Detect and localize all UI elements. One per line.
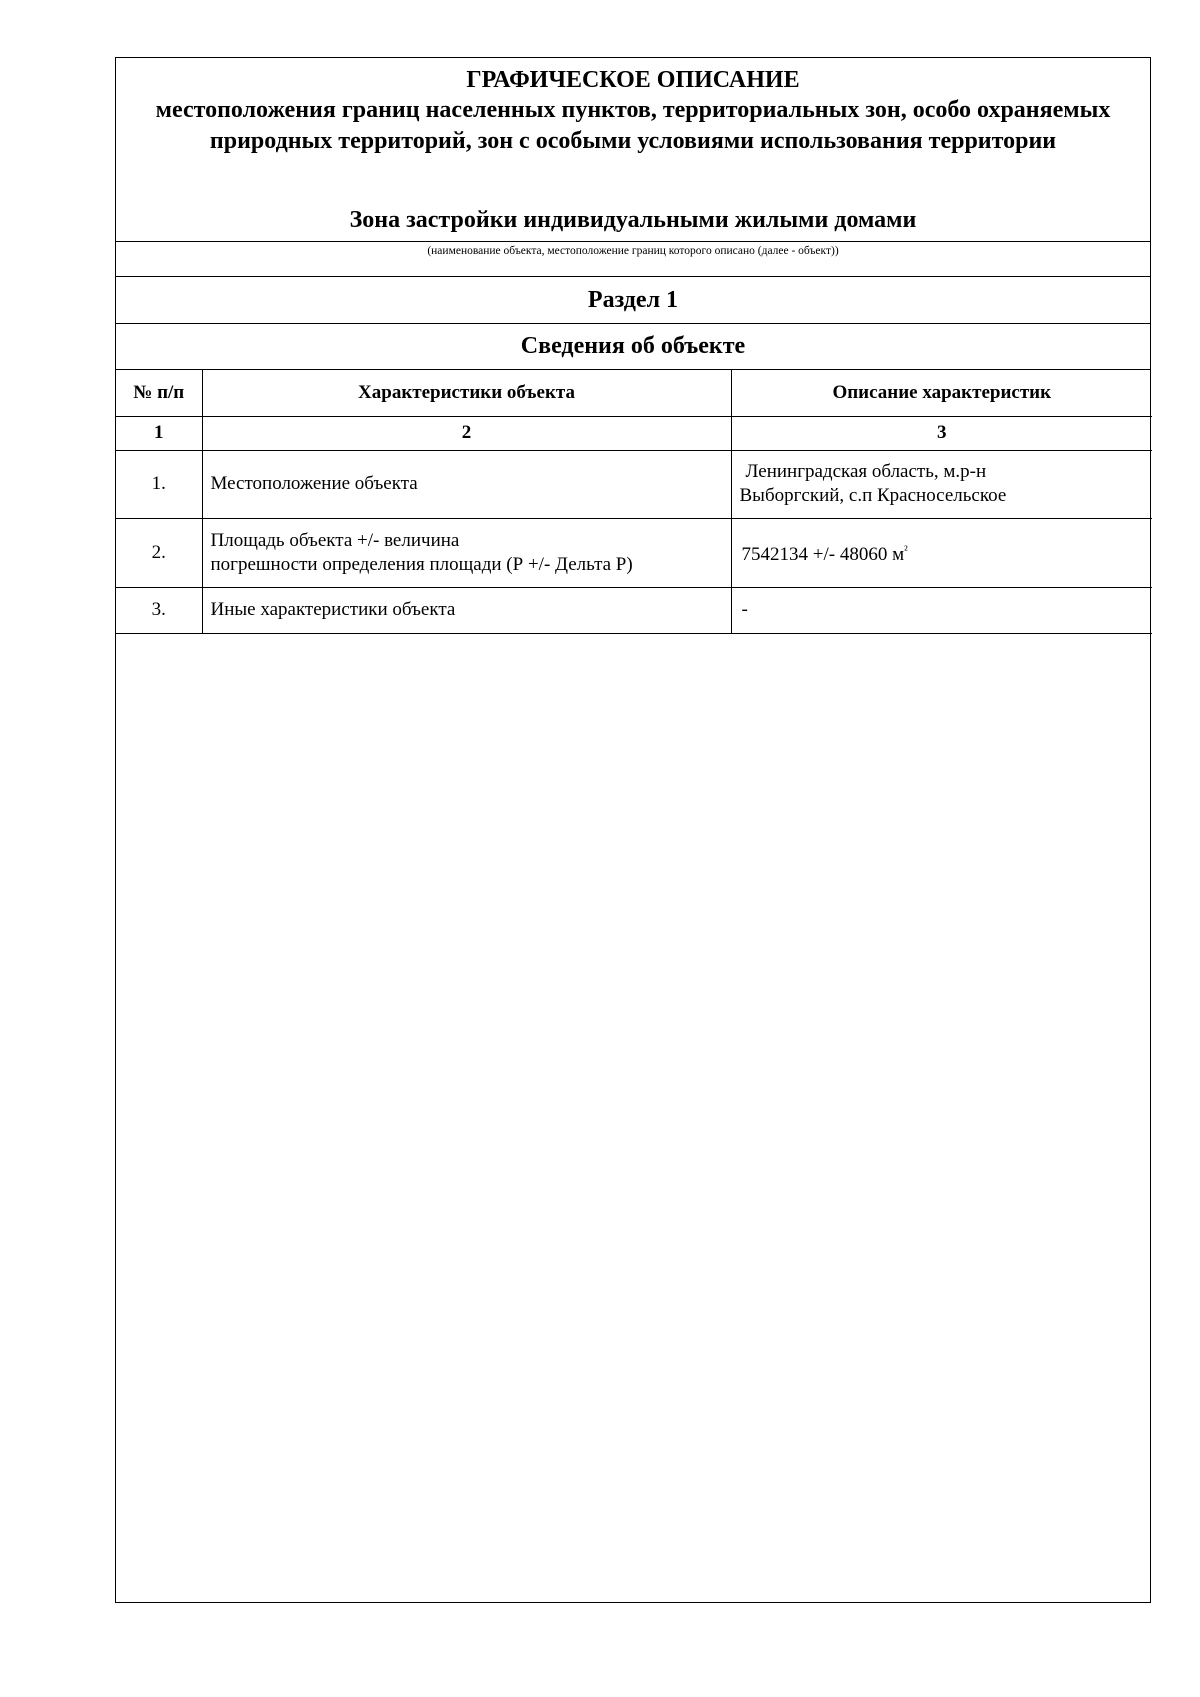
section-title: Сведения об объекте [116, 324, 1150, 370]
row-characteristic: Местоположение объекта [202, 450, 731, 518]
row-number: 1. [116, 450, 202, 518]
column-number-row [116, 416, 1152, 450]
row-description [731, 518, 1152, 587]
object-info-table [116, 370, 1152, 634]
document-header [116, 58, 1150, 242]
row-characteristic [202, 518, 731, 587]
column-header-characteristic: Характеристики объекта [202, 370, 731, 416]
table-row [116, 518, 1152, 587]
table-row [116, 587, 1152, 633]
section-number: Раздел 1 [116, 277, 1150, 324]
object-caption: (наименование объекта, местоположение границ которого описано (далее - объект)) [116, 242, 1150, 277]
area-unit-superscript: ² [904, 543, 908, 557]
characteristic-line: погрешности определения площади (Р +/- Дельта Р) [210, 553, 633, 575]
column-number: 1 [116, 416, 202, 450]
table-row [116, 450, 1152, 518]
location-line: Выборгский, с.п Красносельское [739, 485, 1007, 506]
row-description: - [731, 587, 1152, 633]
column-header-number: № п/п [116, 370, 202, 416]
document-frame [115, 57, 1151, 1603]
document-title: ГРАФИЧЕСКОЕ ОПИСАНИЕ [466, 67, 800, 93]
area-value: 7542134 +/- 48060 м [741, 544, 905, 565]
column-header-description: Описание характеристик [731, 370, 1152, 416]
document-subtitle: местоположения границ населенных пунктов, территориальных зон, особо охраняемых природных территорий, зон с особыми условиями использования территории [155, 97, 1111, 154]
row-characteristic: Иные характеристики объекта [202, 587, 731, 633]
row-description [731, 450, 1152, 518]
column-number: 3 [731, 416, 1152, 450]
column-number: 2 [202, 416, 731, 450]
characteristic-line: Площадь объекта +/- величина [210, 529, 460, 551]
location-line: Ленинградская область, м.р-н [745, 461, 987, 482]
row-number: 3. [116, 587, 202, 633]
table-header-row [116, 370, 1152, 416]
object-name: Зона застройки индивидуальными жилыми домами [349, 207, 917, 233]
row-number: 2. [116, 518, 202, 587]
